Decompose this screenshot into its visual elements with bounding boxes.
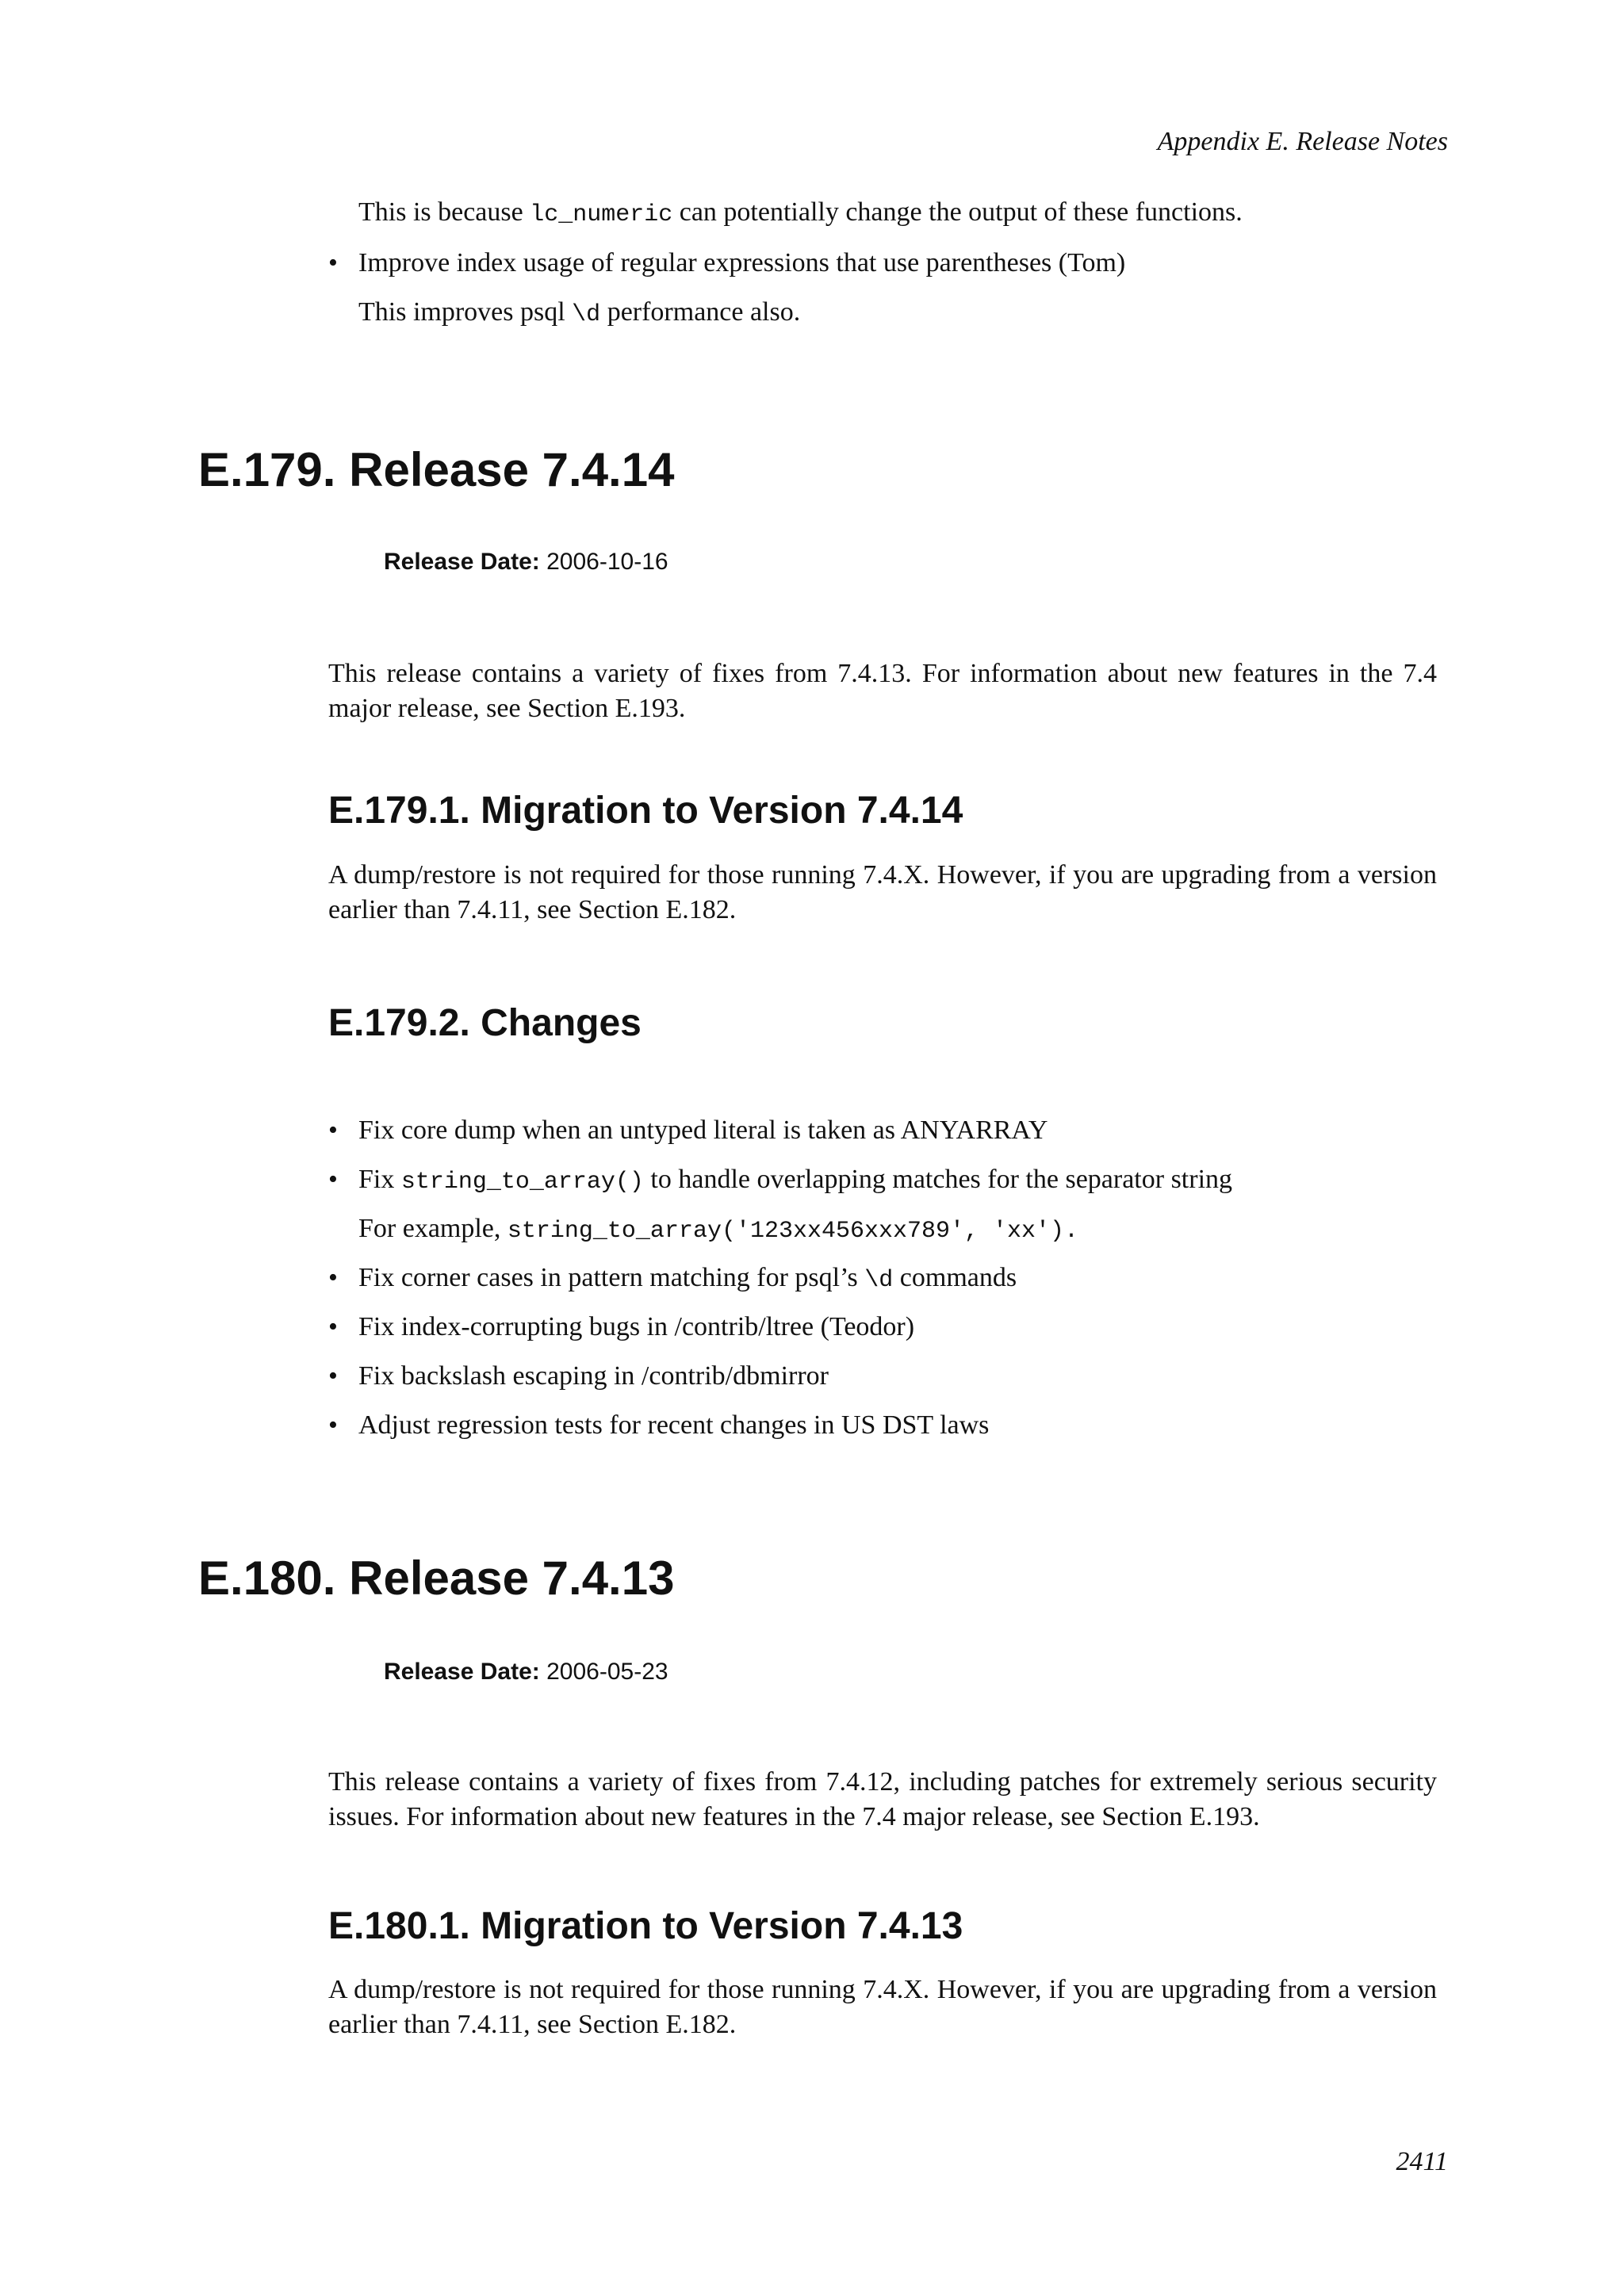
list-item-string-to-array: Fix string_to_array() to handle overlapping matches for the separator string bbox=[358, 1165, 1233, 1196]
release-date-7-4-14: Release Date: 2006-10-16 bbox=[384, 549, 668, 575]
note-lc-numeric: This is because lc_numeric can potentially change the output of these functions. bbox=[358, 197, 1243, 228]
inline-code: \d bbox=[864, 1267, 894, 1294]
intro-paragraph-7-4-13: This release contains a variety of fixes from 7.4.12, including patches for extremely serious security issues. For information about new features in the 7.4 major release, see Section E.193. bbox=[328, 1767, 1437, 1831]
list-item-ltree: Fix index-corrupting bugs in /contrib/ltree (Teodor) bbox=[358, 1312, 915, 1341]
inline-code: string_to_array('123xx456xxx789', 'xx'). bbox=[507, 1218, 1079, 1245]
string-to-array-example: For example, string_to_array('123xx456xxx789', 'xx'). bbox=[358, 1214, 1079, 1245]
bullet-glyph: • bbox=[328, 1165, 338, 1194]
inline-code: string_to_array() bbox=[400, 1169, 644, 1196]
page-number: 2411 bbox=[1396, 2147, 1448, 2176]
subsection-title-migration-7-4-14: E.179.1. Migration to Version 7.4.14 bbox=[328, 790, 963, 832]
inline-code: lc_numeric bbox=[530, 201, 673, 228]
release-date-7-4-13: Release Date: 2006-05-23 bbox=[384, 1659, 668, 1685]
list-item-dbmirror: Fix backslash escaping in /contrib/dbmirror bbox=[358, 1361, 829, 1391]
running-header: Appendix E. Release Notes bbox=[1157, 127, 1448, 156]
section-title-7-4-13: E.180. Release 7.4.13 bbox=[198, 1552, 675, 1605]
list-item-regex-index: Improve index usage of regular expressions that use parentheses (Tom) bbox=[358, 248, 1126, 277]
migration-paragraph-7-4-13: A dump/restore is not required for those running 7.4.X. However, if you are upgrading from a version earlier than 7.4.11, see Section E.182. bbox=[328, 1975, 1437, 2039]
migration-paragraph-7-4-14: A dump/restore is not required for those running 7.4.X. However, if you are upgrading from a version earlier than 7.4.11, see Section E.182. bbox=[328, 860, 1437, 924]
section-title-7-4-14: E.179. Release 7.4.14 bbox=[198, 443, 675, 496]
bullet-glyph: • bbox=[328, 1361, 338, 1391]
bullet-glyph: • bbox=[328, 248, 338, 277]
subsection-title-migration-7-4-13: E.180.1. Migration to Version 7.4.13 bbox=[328, 1905, 963, 1947]
list-item-pattern-matching: Fix corner cases in pattern matching for psql’s \d commands bbox=[358, 1263, 1017, 1294]
bullet-glyph: • bbox=[328, 1410, 338, 1440]
bullet-glyph: • bbox=[328, 1312, 338, 1341]
list-item-dst-tests: Adjust regression tests for recent changes in US DST laws bbox=[358, 1410, 990, 1440]
bullet-glyph: • bbox=[328, 1115, 338, 1145]
inline-code: \d bbox=[572, 301, 601, 328]
subsection-title-changes-7-4-14: E.179.2. Changes bbox=[328, 1002, 642, 1044]
bullet-glyph: • bbox=[328, 1263, 338, 1292]
list-item-core-dump: Fix core dump when an untyped literal is taken as ANYARRAY bbox=[358, 1115, 1048, 1145]
intro-paragraph-7-4-14: This release contains a variety of fixes from 7.4.13. For information about new features in the 7.4 major release, see Section E.193. bbox=[328, 659, 1437, 723]
note-psql-d: This improves psql \d performance also. bbox=[358, 297, 801, 328]
